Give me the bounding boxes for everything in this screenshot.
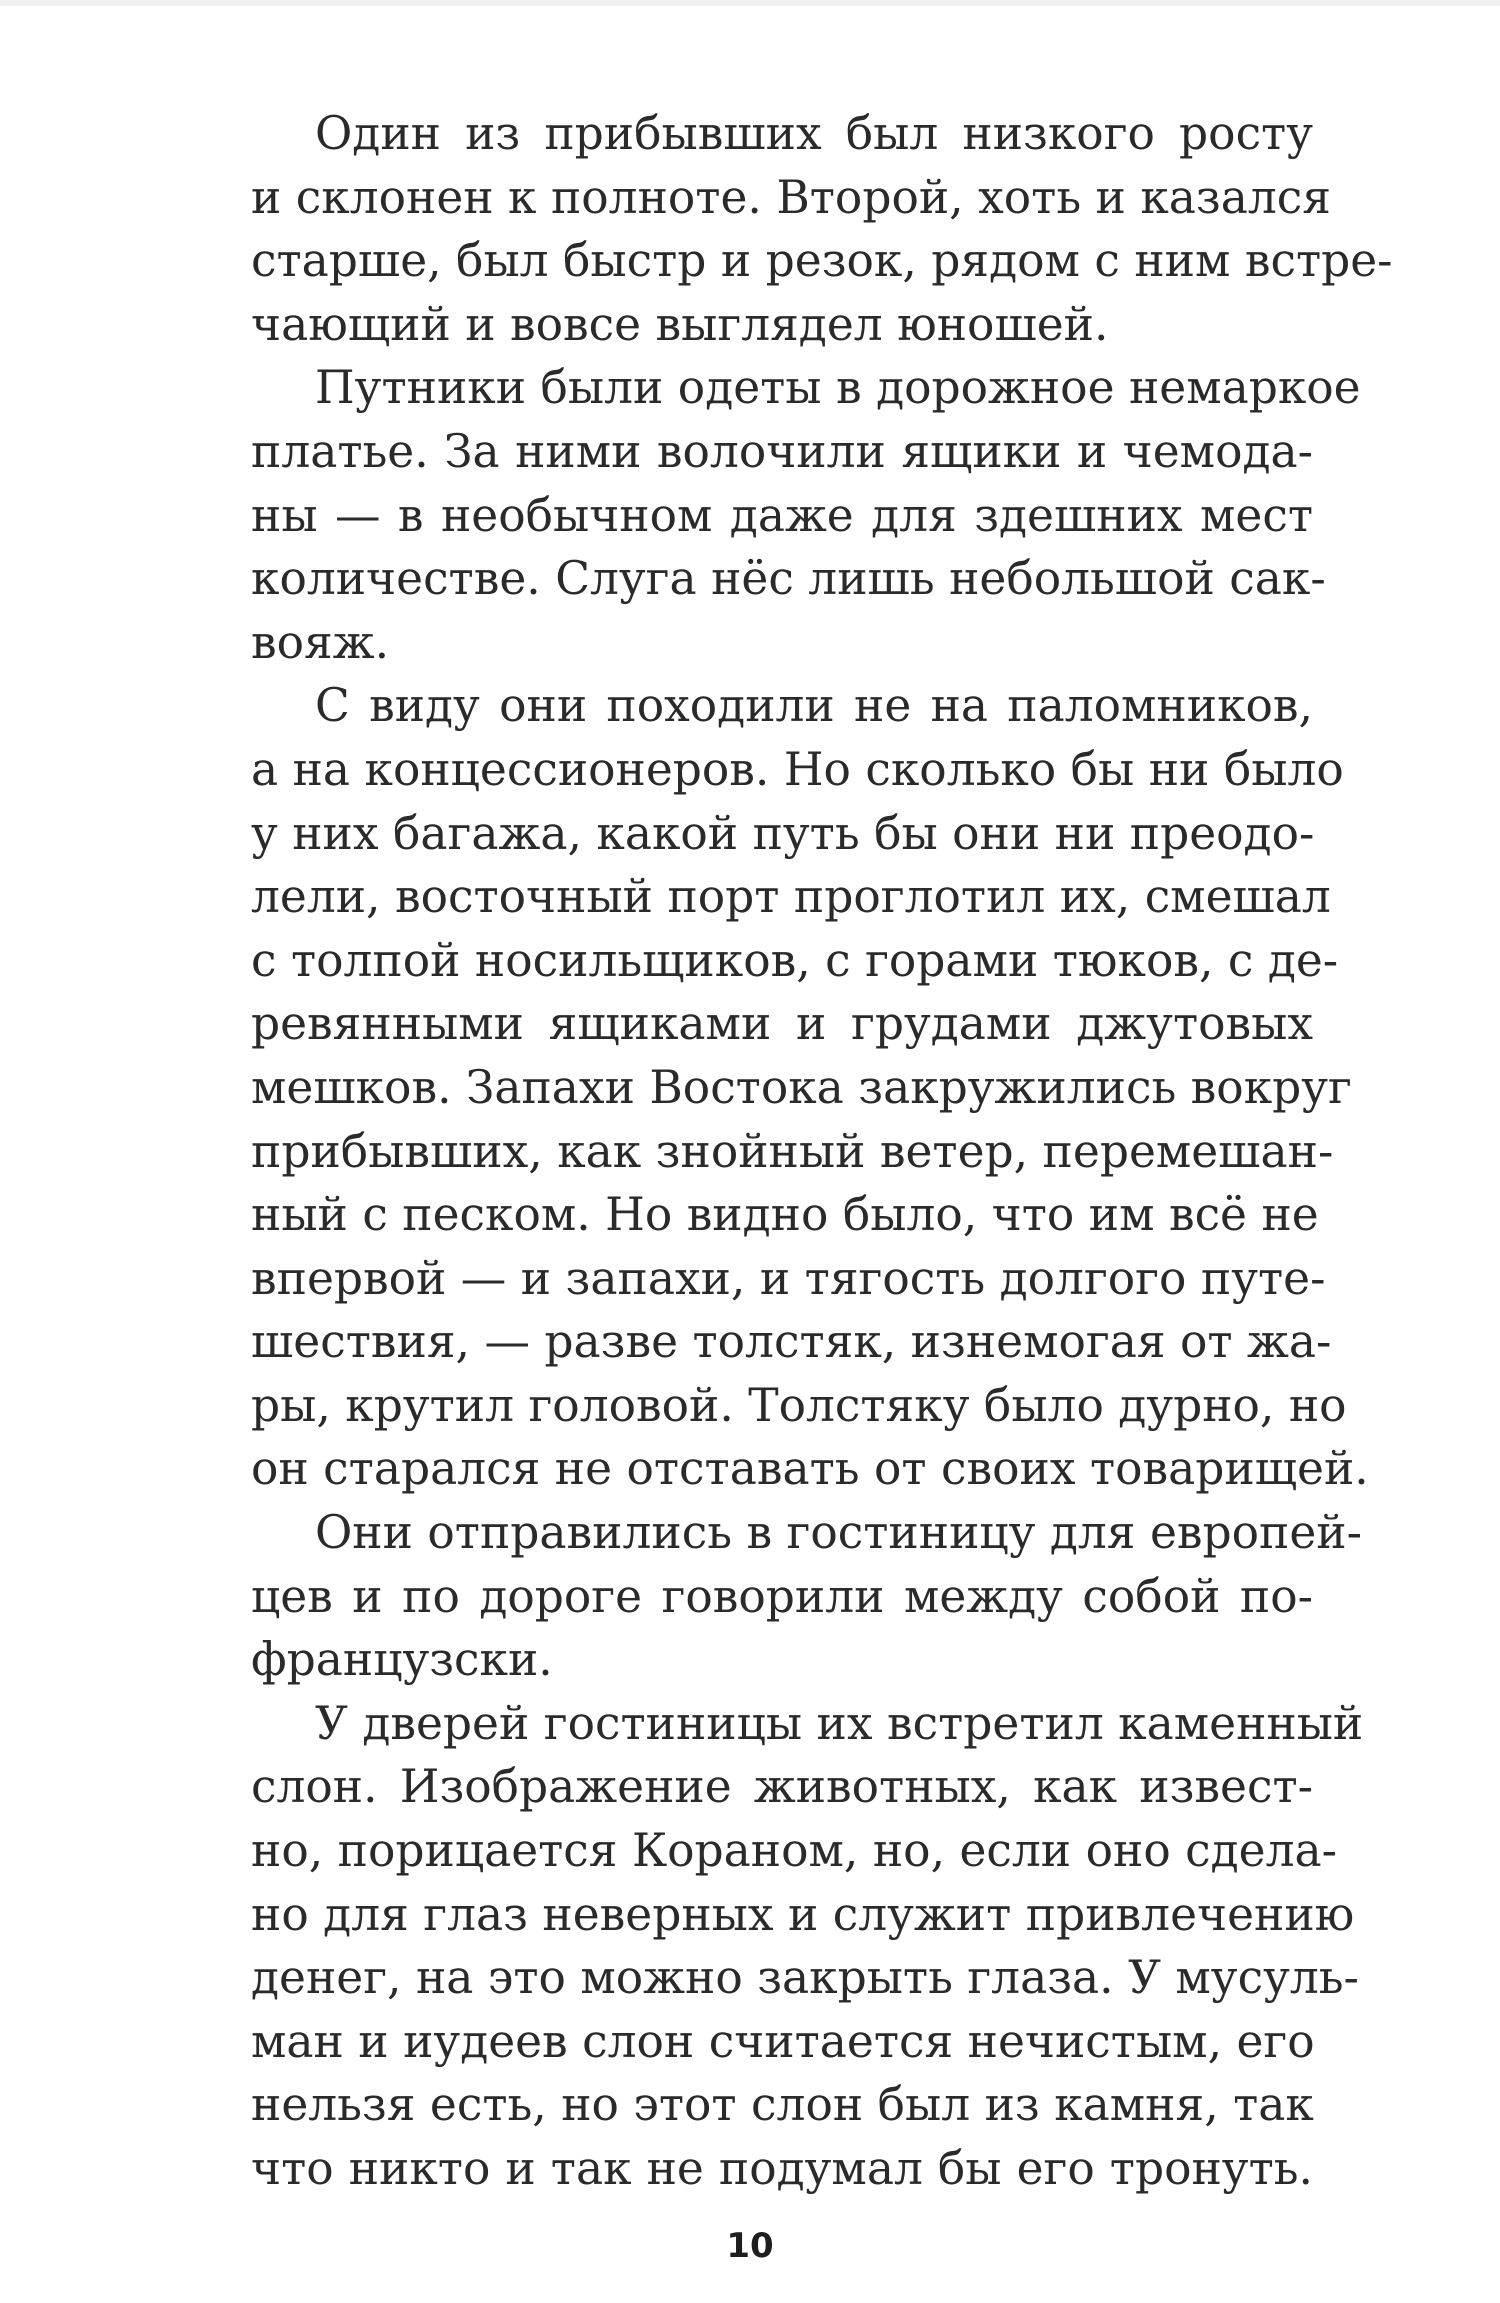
text-line: ры, крутил головой. Толстяку было дурно, но: [251, 1378, 1347, 1432]
text-line: чающий и вовсе выглядел юношей.: [251, 297, 1109, 351]
text-line: количестве. Слуга нёс лишь небольшой сак-: [251, 552, 1326, 606]
text-line: Один из прибывших был низкого росту: [315, 107, 1313, 160]
text-line: впервой — и запахи, и тягость долгого путе-: [251, 1251, 1326, 1305]
text-line: ны — в необычном даже для здешних мест: [251, 488, 1313, 542]
text-line: мешков. Запахи Востока закружились вокруг: [251, 1060, 1352, 1114]
text-line: ман и иудеев слон считается нечистым, его: [251, 2014, 1315, 2068]
text-line: но, порицается Кораном, но, если оно сдела-: [251, 1824, 1338, 1878]
text-line: ный с песком. Но видно было, что им всё не: [251, 1188, 1319, 1242]
text-line: лели, восточный порт проглотил их, смешал: [251, 870, 1331, 924]
text-line: вояж.: [251, 615, 390, 669]
text-line: денег, на это можно закрыть глаза. У мусуль-: [251, 1951, 1359, 2005]
text-line: что никто и так не подумал бы его тронуть.: [251, 2142, 1313, 2195]
text-line: ревянными ящиками и грудами джутовых: [251, 997, 1313, 1051]
text-line: Путники были одеты в дорожное немаркое: [315, 361, 1361, 415]
text-line: прибывших, как знойный ветер, перемешан-: [251, 1124, 1334, 1178]
text-line: французски.: [251, 1633, 553, 1687]
text-line: У дверей гостиницы их встретил каменный: [315, 1696, 1364, 1750]
page-number: 10: [726, 2226, 774, 2266]
text-line: платье. За ними волочили ящики и чемода-: [251, 424, 1313, 478]
text-line: Они отправились в гостиницу для европей-: [315, 1506, 1362, 1560]
body-text: [251, 102, 1393, 2201]
text-line: с толпой носильщиков, с горами тюков, с де-: [251, 933, 1339, 987]
text-line: цев и по дороге говорили между собой по-: [251, 1569, 1313, 1623]
text-line: у них багажа, какой путь бы они ни преодо-: [251, 806, 1315, 860]
text-line: он старался не отставать от своих товарищей.: [251, 1442, 1369, 1496]
text-line: слон. Изображение животных, как извест-: [251, 1760, 1313, 1814]
text-line: нельзя есть, но этот слон был из камня, так: [251, 2078, 1314, 2132]
text-line: а на концессионеров. Но сколько бы ни было: [251, 742, 1344, 796]
text-line: и склонен к полноте. Второй, хоть и казался: [251, 170, 1331, 224]
text-line: старше, был быстр и резок, рядом с ним встре-: [251, 234, 1393, 288]
text-line: но для глаз неверных и служит привлечению: [251, 1887, 1355, 1941]
text-line: шествия, — разве толстяк, изнемогая от жа-: [251, 1315, 1332, 1369]
text-line: С виду они походили не на паломников,: [315, 679, 1313, 733]
top-edge: [0, 0, 1500, 6]
